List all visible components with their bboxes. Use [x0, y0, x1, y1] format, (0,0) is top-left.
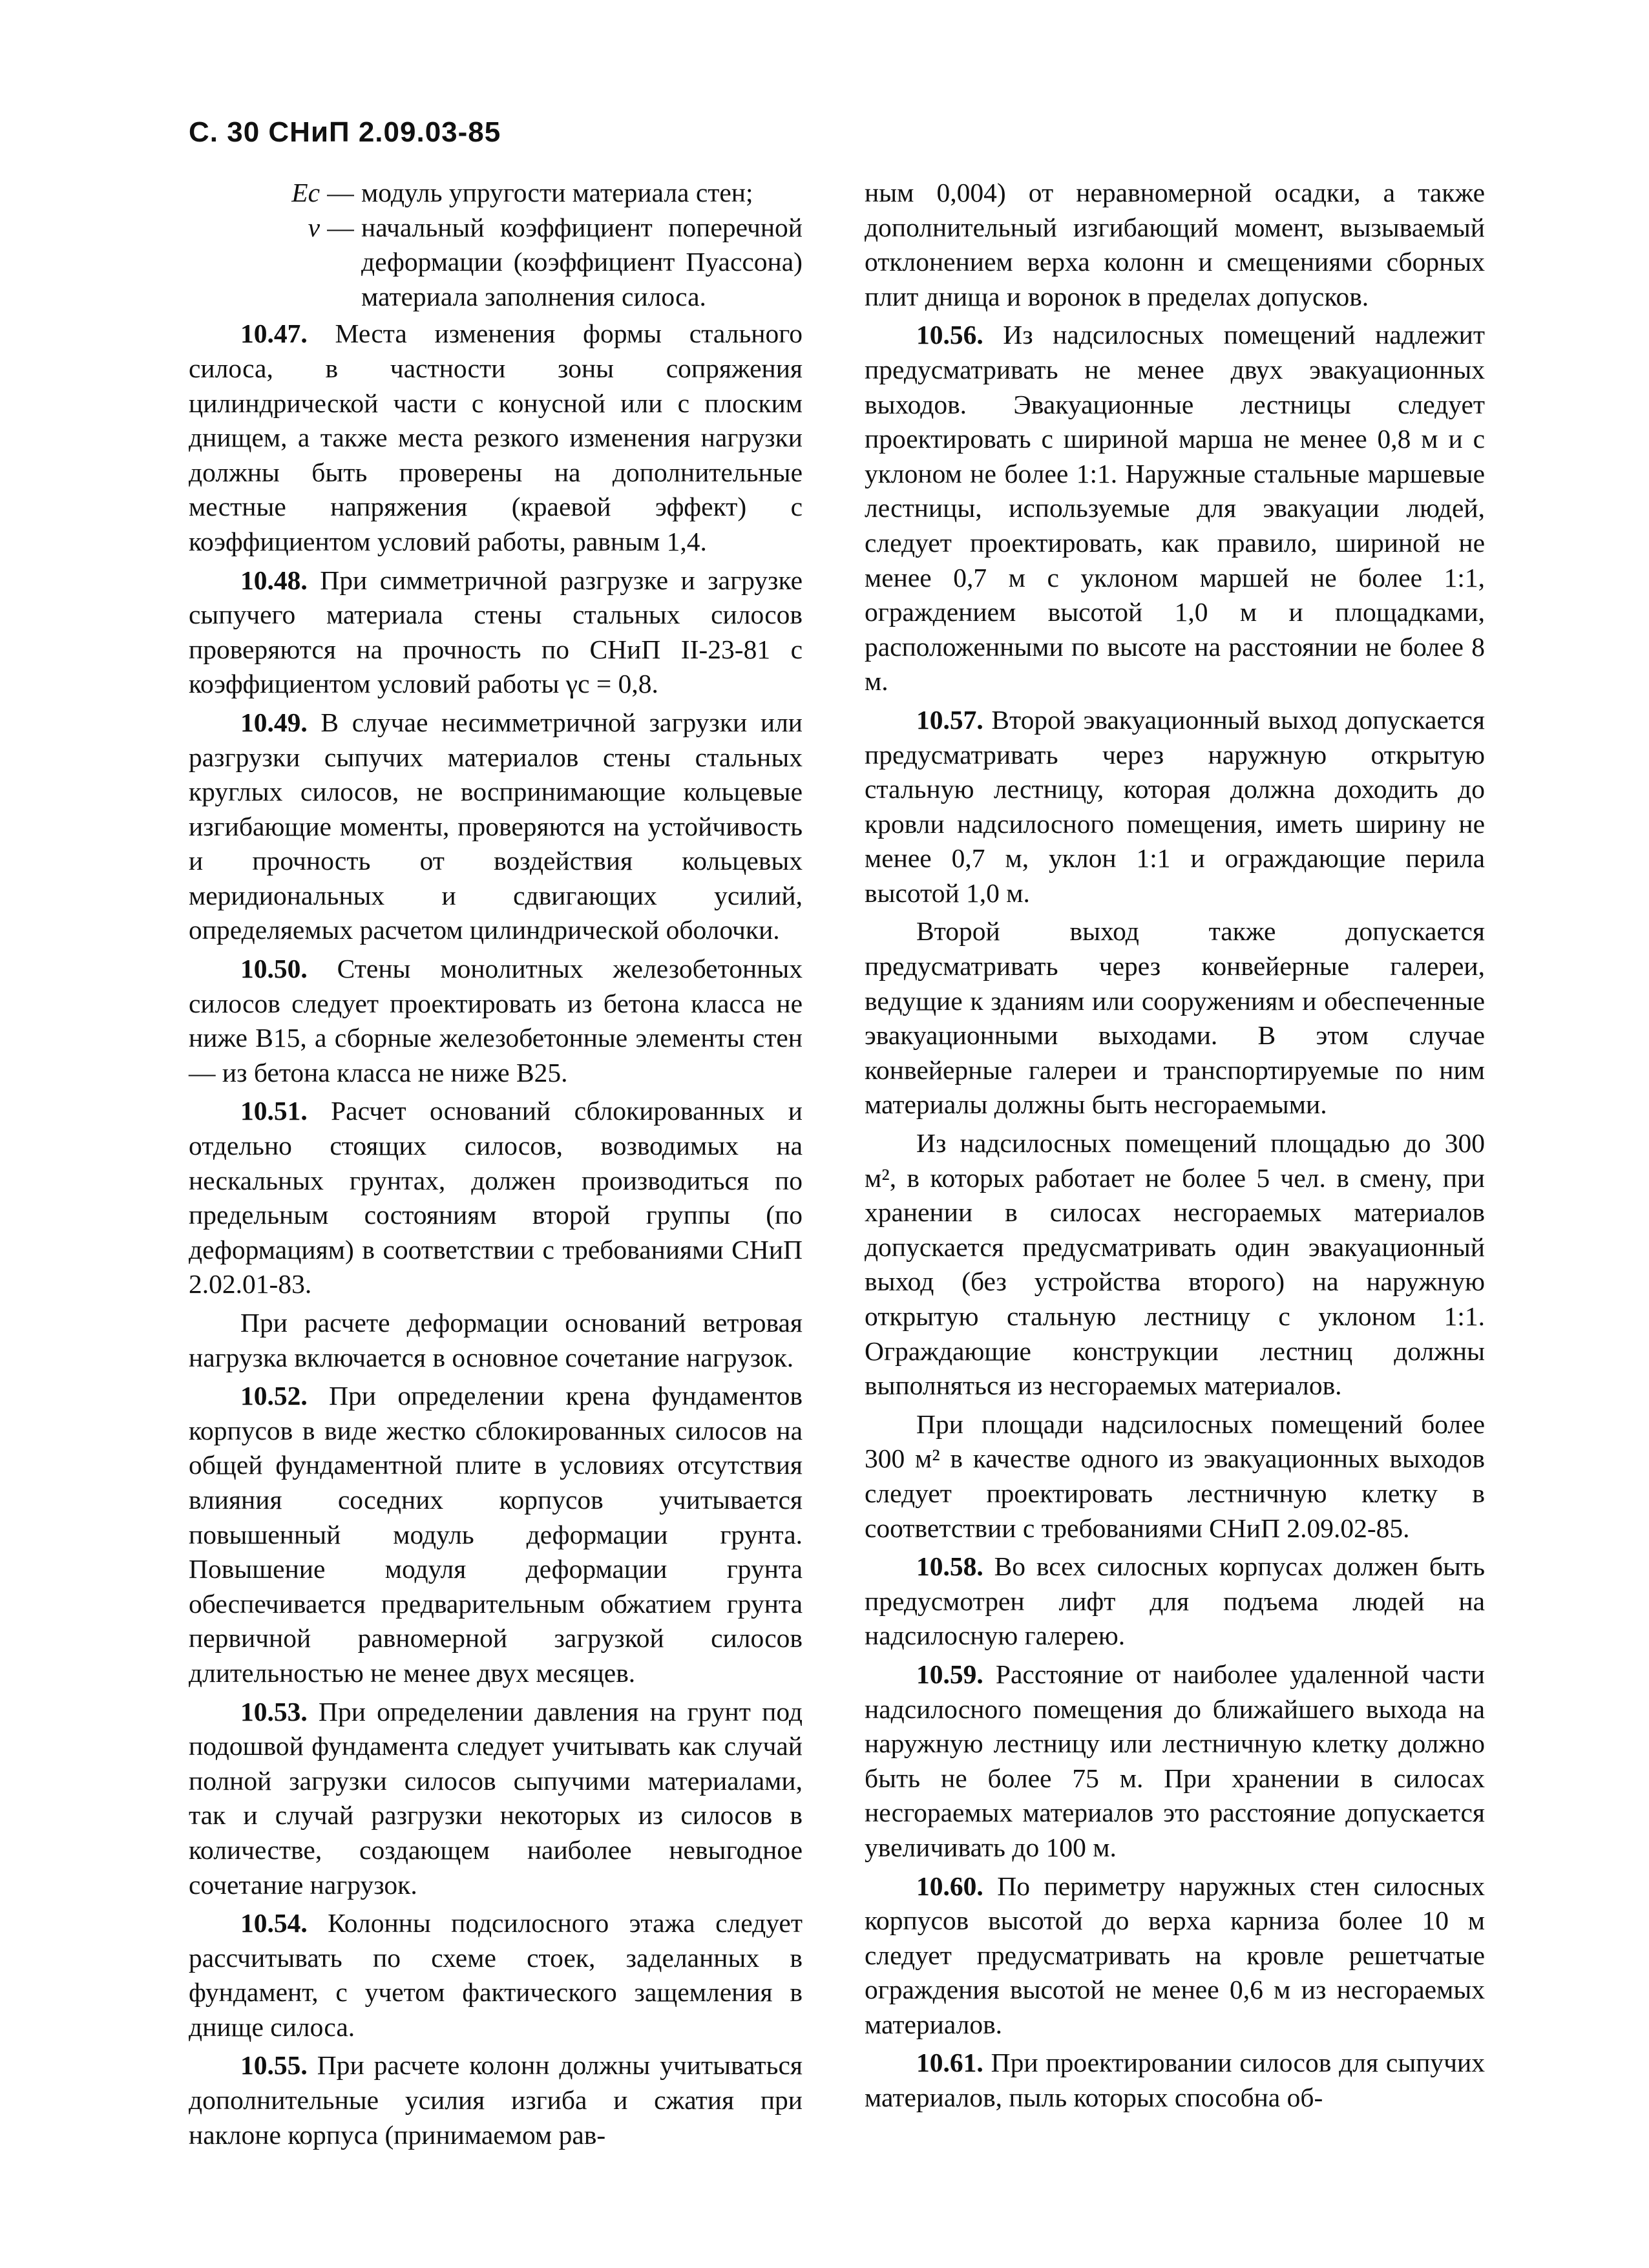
clause-number: 10.53. [240, 1696, 308, 1727]
clause-number: 10.54. [240, 1908, 308, 1938]
paragraph [189, 563, 803, 702]
paragraph-text: Из надсилосных помещений надлежит предусматривать не менее двух эвакуационных выходов. Эвакуационные лестницы следует проектировать с шириной марша не менее 0,8 м и с уклоном не более 1:1. Наружные стальные маршевые лестницы, используемые для эвакуации людей, следует проектировать, как правило, шириной не менее 0,7 м с уклоном маршей не более 1:1, ограждением высотой 1,0 м и площадками, расположенными по высоте на расстоянии не более 8 м. [865, 320, 1485, 697]
paragraph-text: При определении давления на грунт под подошвой фундамента следует учитывать как случай полной загрузки силосов сыпучими материалами, так и случай разгрузки некоторых из силосов в количестве, создающем наиболее невыгодное сочетание нагрузок. [189, 1696, 803, 1900]
clause-number: 10.51. [240, 1096, 308, 1126]
clause-number: 10.57. [916, 704, 983, 735]
paragraph [865, 318, 1485, 699]
definition-dash: — [327, 212, 354, 242]
definition-item [189, 211, 803, 315]
definition-symbol: ν [308, 212, 320, 242]
paragraph [865, 914, 1485, 1122]
clause-number: 10.55. [240, 2050, 308, 2081]
paragraph-text: Места изменения формы стального силоса, в частности зоны сопряжения цилиндрической части с конусной или с плоским днищем, а также места резкого изменения нагрузки должны быть проверены на дополнительные местные напряжения (краевой эффект) с коэффициентом условий работы, равным 1,4. [189, 319, 803, 556]
clause-number: 10.50. [240, 954, 308, 984]
definition-text: модуль упругости материала стен; [361, 178, 753, 207]
right-column [865, 176, 1485, 2119]
paragraph-text: В случае несимметричной загрузки или разгрузки сыпучих материалов стены стальных круглых силосов, не воспринимающие кольцевые изгибающие моменты, проверяются на устойчивость и прочность от воздействия кольцевых меридиональных и сдвигающих усилий, определяемых расчетом цилиндрической оболочки. [189, 707, 803, 945]
right-paragraphs [865, 318, 1485, 2115]
paragraph-text: При площади надсилосных помещений более 300 м² в качестве одного из эвакуационных выходов следует проектировать лестничную клетку в соответствии с требованиями СНиП 2.09.02-85. [865, 1409, 1485, 1543]
paragraph [189, 2048, 803, 2152]
paragraph-text: При расчете колонн должны учитываться дополнительные усилия изгиба и сжатия при наклоне корпуса (принимаемом рав- [189, 2050, 803, 2150]
paragraph-text: Расстояние от наиболее удаленной части надсилосного помещения до ближайшего выхода на наружную лестницу или лестничную клетку должно быть не более 75 м. При хранении в силосах несгораемых материалов это расстояние допускается увеличивать до 100 м. [865, 1659, 1485, 1862]
paragraph-text: Расчет оснований сблокированных и отдельно стоящих силосов, возводимых на нескальных грунтах, должен производиться по предельным состояниям второй группы (по деформациям) в соответствии с требованиями СНиП 2.02.01-83. [189, 1096, 803, 1299]
paragraph-text: Во всех силосных корпусах должен быть предусмотрен лифт для подъема людей на надсилосную галерею. [865, 1551, 1485, 1651]
paragraph [189, 1094, 803, 1302]
clause-number: 10.47. [240, 319, 308, 349]
clause-number: 10.48. [240, 565, 308, 595]
paragraph-text: При проектировании силосов для сыпучих материалов, пыль которых способна об- [865, 2048, 1485, 2113]
clause-number: 10.61. [916, 2048, 983, 2078]
clause-number: 10.58. [916, 1551, 983, 1582]
definition-list [189, 176, 803, 314]
paragraph [189, 952, 803, 1090]
clause-number: 10.60. [916, 1871, 983, 1901]
paragraph [865, 703, 1485, 911]
paragraph [189, 1695, 803, 1903]
paragraph [865, 1869, 1485, 2042]
paragraph [865, 1657, 1485, 1865]
paragraph-text: Колонны подсилосного этажа следует рассчитывать по схеме стоек, заделанных в фундамент, с учетом фактического защемления в днище силоса. [189, 1908, 803, 2042]
left-column [189, 176, 803, 2156]
definition-item [189, 176, 803, 211]
definition-symbol: Eс [291, 178, 320, 207]
clause-number: 10.56. [916, 320, 983, 350]
page-header: С. 30 СНиП 2.09.03-85 [189, 116, 501, 148]
paragraph [865, 1126, 1485, 1403]
clause-number: 10.49. [240, 707, 308, 737]
paragraph-text: Стены монолитных железобетонных силосов следует проектировать из бетона класса не ниже В15, а сборные железобетонные элементы стен — из бетона класса не ниже В25. [189, 954, 803, 1087]
clause-number: 10.59. [916, 1659, 983, 1689]
paragraph [189, 1906, 803, 2044]
paragraph [189, 317, 803, 559]
paragraph-text: Из надсилосных помещений площадью до 300 м², в которых работает не более 5 чел. в смену, при хранении в силосах несгораемых материалов допускается предусматривать один эвакуационный выход (без устройства второго) на наружную открытую стальную лестницу с уклоном 1:1. Ограждающие конструкции лестниц должны выполняться из несгораемых материалов. [865, 1128, 1485, 1401]
definition-dash: — [327, 178, 354, 207]
continued-paragraph: ным 0,004) от неравномерной осадки, а также дополнительный изгибающий момент, вызываемый отклонением верха колонн и смещениями сборных плит днища и воронок в пределах допусков. [865, 178, 1485, 311]
paragraph-text: По периметру наружных стен силосных корпусов высотой до верха карниза более 10 м следует предусматривать на кровле решетчатые ограждения высотой не менее 0,6 м из несгораемых материалов. [865, 1871, 1485, 2039]
paragraph [865, 1549, 1485, 1654]
definition-text: начальный коэффициент поперечной деформации (коэффициент Пуассона) материала заполнения силоса. [361, 212, 803, 311]
paragraph [865, 1407, 1485, 1546]
paragraph [865, 2046, 1485, 2115]
paragraph [189, 706, 803, 948]
clause-number: 10.52. [240, 1381, 308, 1411]
left-paragraphs [189, 317, 803, 2152]
paragraph-text: При определении крена фундаментов корпусов в виде жестко сблокированных силосов на общей фундаментной плите в условиях отсутствия влияния соседних корпусов учитывается повышенный модуль деформации грунта. Повышение модуля деформации грунта обеспечивается предварительным обжатием грунта первичной равномерной загрузкой силосов длительностью не менее двух месяцев. [189, 1381, 803, 1688]
paragraph [189, 1379, 803, 1690]
paragraph [189, 1306, 803, 1375]
paragraph-text: При расчете деформации оснований ветровая нагрузка включается в основное сочетание нагрузок. [189, 1308, 803, 1372]
paragraph-text: Второй выход также допускается предусматривать через конвейерные галереи, ведущие к зданиям или сооружениям и обеспеченные эвакуационными выходами. В этом случае конвейерные галереи и транспортируемые по ним материалы должны быть несгораемыми. [865, 916, 1485, 1120]
paragraph-text: При симметричной разгрузке и загрузке сыпучего материала стены стальных силосов проверяются на прочность по СНиП II-23-81 с коэффициентом условий работы γс = 0,8. [189, 565, 803, 699]
paragraph-text: Второй эвакуационный выход допускается предусматривать через наружную открытую стальную лестницу, которая должна доходить до кровли надсилосного помещения, иметь ширину не менее 0,7 м, уклон 1:1 и ограждающие перила высотой 1,0 м. [865, 704, 1485, 908]
